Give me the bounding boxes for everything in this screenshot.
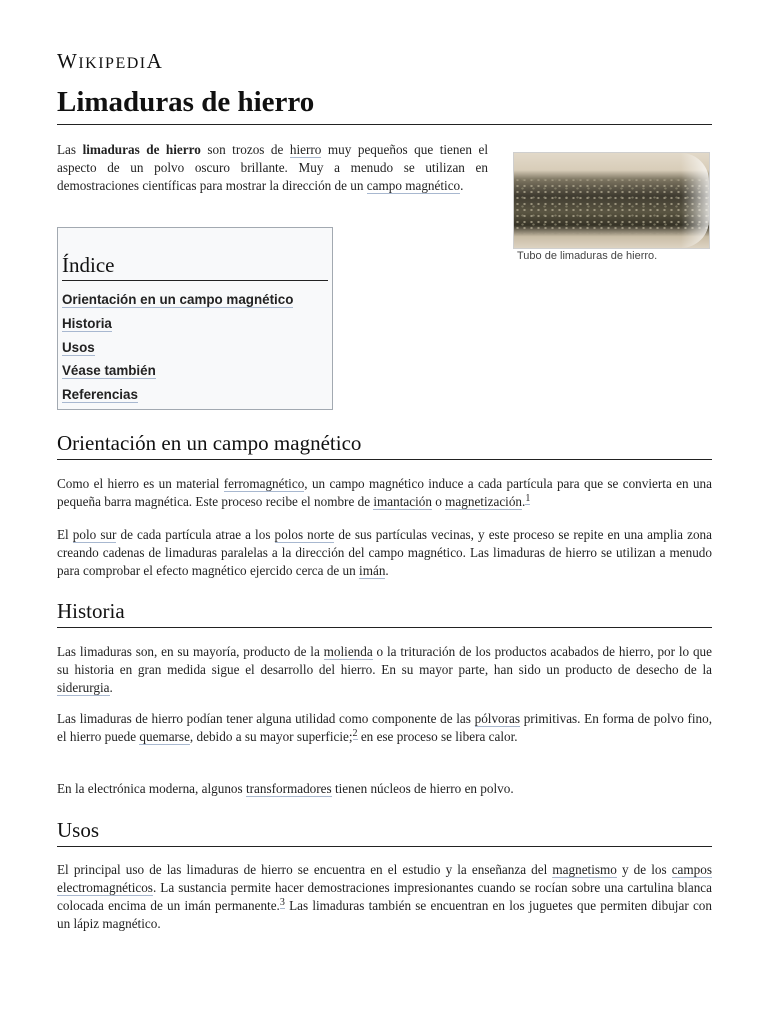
paragraph-usos-1: El principal uso de las limaduras de hierro se encuentra en el estudio y la enseñanza del magnetismo y de los campos electromagnéticos. La sustancia permite hacer demostraciones impresionantes cuando se rocían sobre una cartulina blanca colocada encima de un imán permanente.$^3$ Las limaduras también se encuentran en los juguetes que permiten dibujar con un lápiz magnético. [57,862,712,931]
paragraph-historia-2: Las limaduras de hierro podían tener alguna utilidad como componente de las pólvoras primitivas. En forma de polvo fino, el hierro puede quemarse, debido a su mayor superficie;$^2$ en ese proceso se libera calor. [57,711,713,744]
bold-term: limaduras de hierro [82,142,201,157]
wikipedia-logo[interactable] [57,49,163,74]
paragraph-historia-3: En la electrónica moderna, algunos transformadores tienen núcleos de hierro en polvo. [57,781,514,796]
logo-smallcaps: IKIPEDI [78,55,147,72]
link-polo-sur[interactable]: polo sur [72,527,117,542]
link-hierro[interactable]: hierro [289,142,322,157]
paragraph-orientacion-2: El polo sur de cada partícula atrae a los polos norte de sus partículas vecinas, y este proceso se repite en una amplia zona creando cadenas de limaduras paralelas a la dirección del campo magnético. Las limaduras de hierro se utilizan a menudo para comprobar el efecto magnético ejercido cerca de un imán. [57,527,712,578]
link-molienda[interactable]: molienda [323,644,373,659]
link-campos-electromagneticos[interactable]: campos electromagnéticos [57,862,712,895]
link-ferromagnetico[interactable]: ferromagnético [223,476,305,491]
paragraph-orientacion-1: Como el hierro es un material ferromagnético, un campo magnético induce a cada partícula para que se convierta en una pequeña barra magnética. Este proceso recibe el nombre de imantación o magnetización.$^1$ [57,476,712,509]
table-of-contents [57,227,333,410]
link-magnetizacion[interactable]: magnetización [445,494,523,509]
tube-end [681,153,709,248]
toc-item-historia[interactable]: Historia [62,315,112,331]
paragraph-historia-1: Las limaduras son, en su mayoría, producto de la molienda o la trituración de los productos acabados de hierro, por lo que su historia en gran medida sigue el desarrollo del hierro. En su mayor parte, han sido un producto de desecho de la siderurgia. [57,644,712,695]
link-quemarse[interactable]: quemarse [139,729,190,744]
image-caption: Tubo de limaduras de hierro. [517,250,658,262]
reference-2[interactable]: 2 [352,727,358,739]
toc-title: Índice [62,253,328,281]
page-title: Limaduras de hierro [57,84,712,125]
logo-letter: W [57,49,79,73]
link-siderurgia[interactable]: siderurgia [57,680,110,695]
iron-filings-tube-image[interactable] [513,152,710,249]
reference-3[interactable]: 3 [279,896,285,908]
toc-item-usos[interactable]: Usos [62,339,95,355]
link-transformadores[interactable]: transformadores [245,781,332,796]
link-polos-norte[interactable]: polos norte [274,527,335,542]
filings-texture [514,153,709,248]
section-heading-orientacion: Orientación en un campo magnético [57,430,712,460]
reference-1[interactable]: 1 [525,492,531,504]
toc-item-orientacion[interactable]: Orientación en un campo magnético [62,292,294,307]
link-iman[interactable]: imán [359,563,386,578]
link-campo-magnetico[interactable]: campo magnético [366,178,461,193]
toc-list [62,288,293,407]
section-heading-historia: Historia [57,598,712,628]
logo-letter-end: A [146,49,164,73]
section-heading-usos: Usos [57,817,712,847]
link-polvoras[interactable]: pólvoras [474,711,521,726]
toc-item-vease-tambien[interactable]: Véase también [62,363,156,379]
link-magnetismo[interactable]: magnetismo [552,862,617,877]
lead-paragraph: Las limaduras de hierro son trozos de hierro muy pequeños que tienen el aspecto de un polvo oscuro brillante. Muy a menudo se utilizan en demostraciones científicas para mostrar la dirección de un campo magnético. [57,142,488,193]
link-imantacion[interactable]: imantación [373,494,432,509]
toc-item-referencias[interactable]: Referencias [62,387,138,403]
